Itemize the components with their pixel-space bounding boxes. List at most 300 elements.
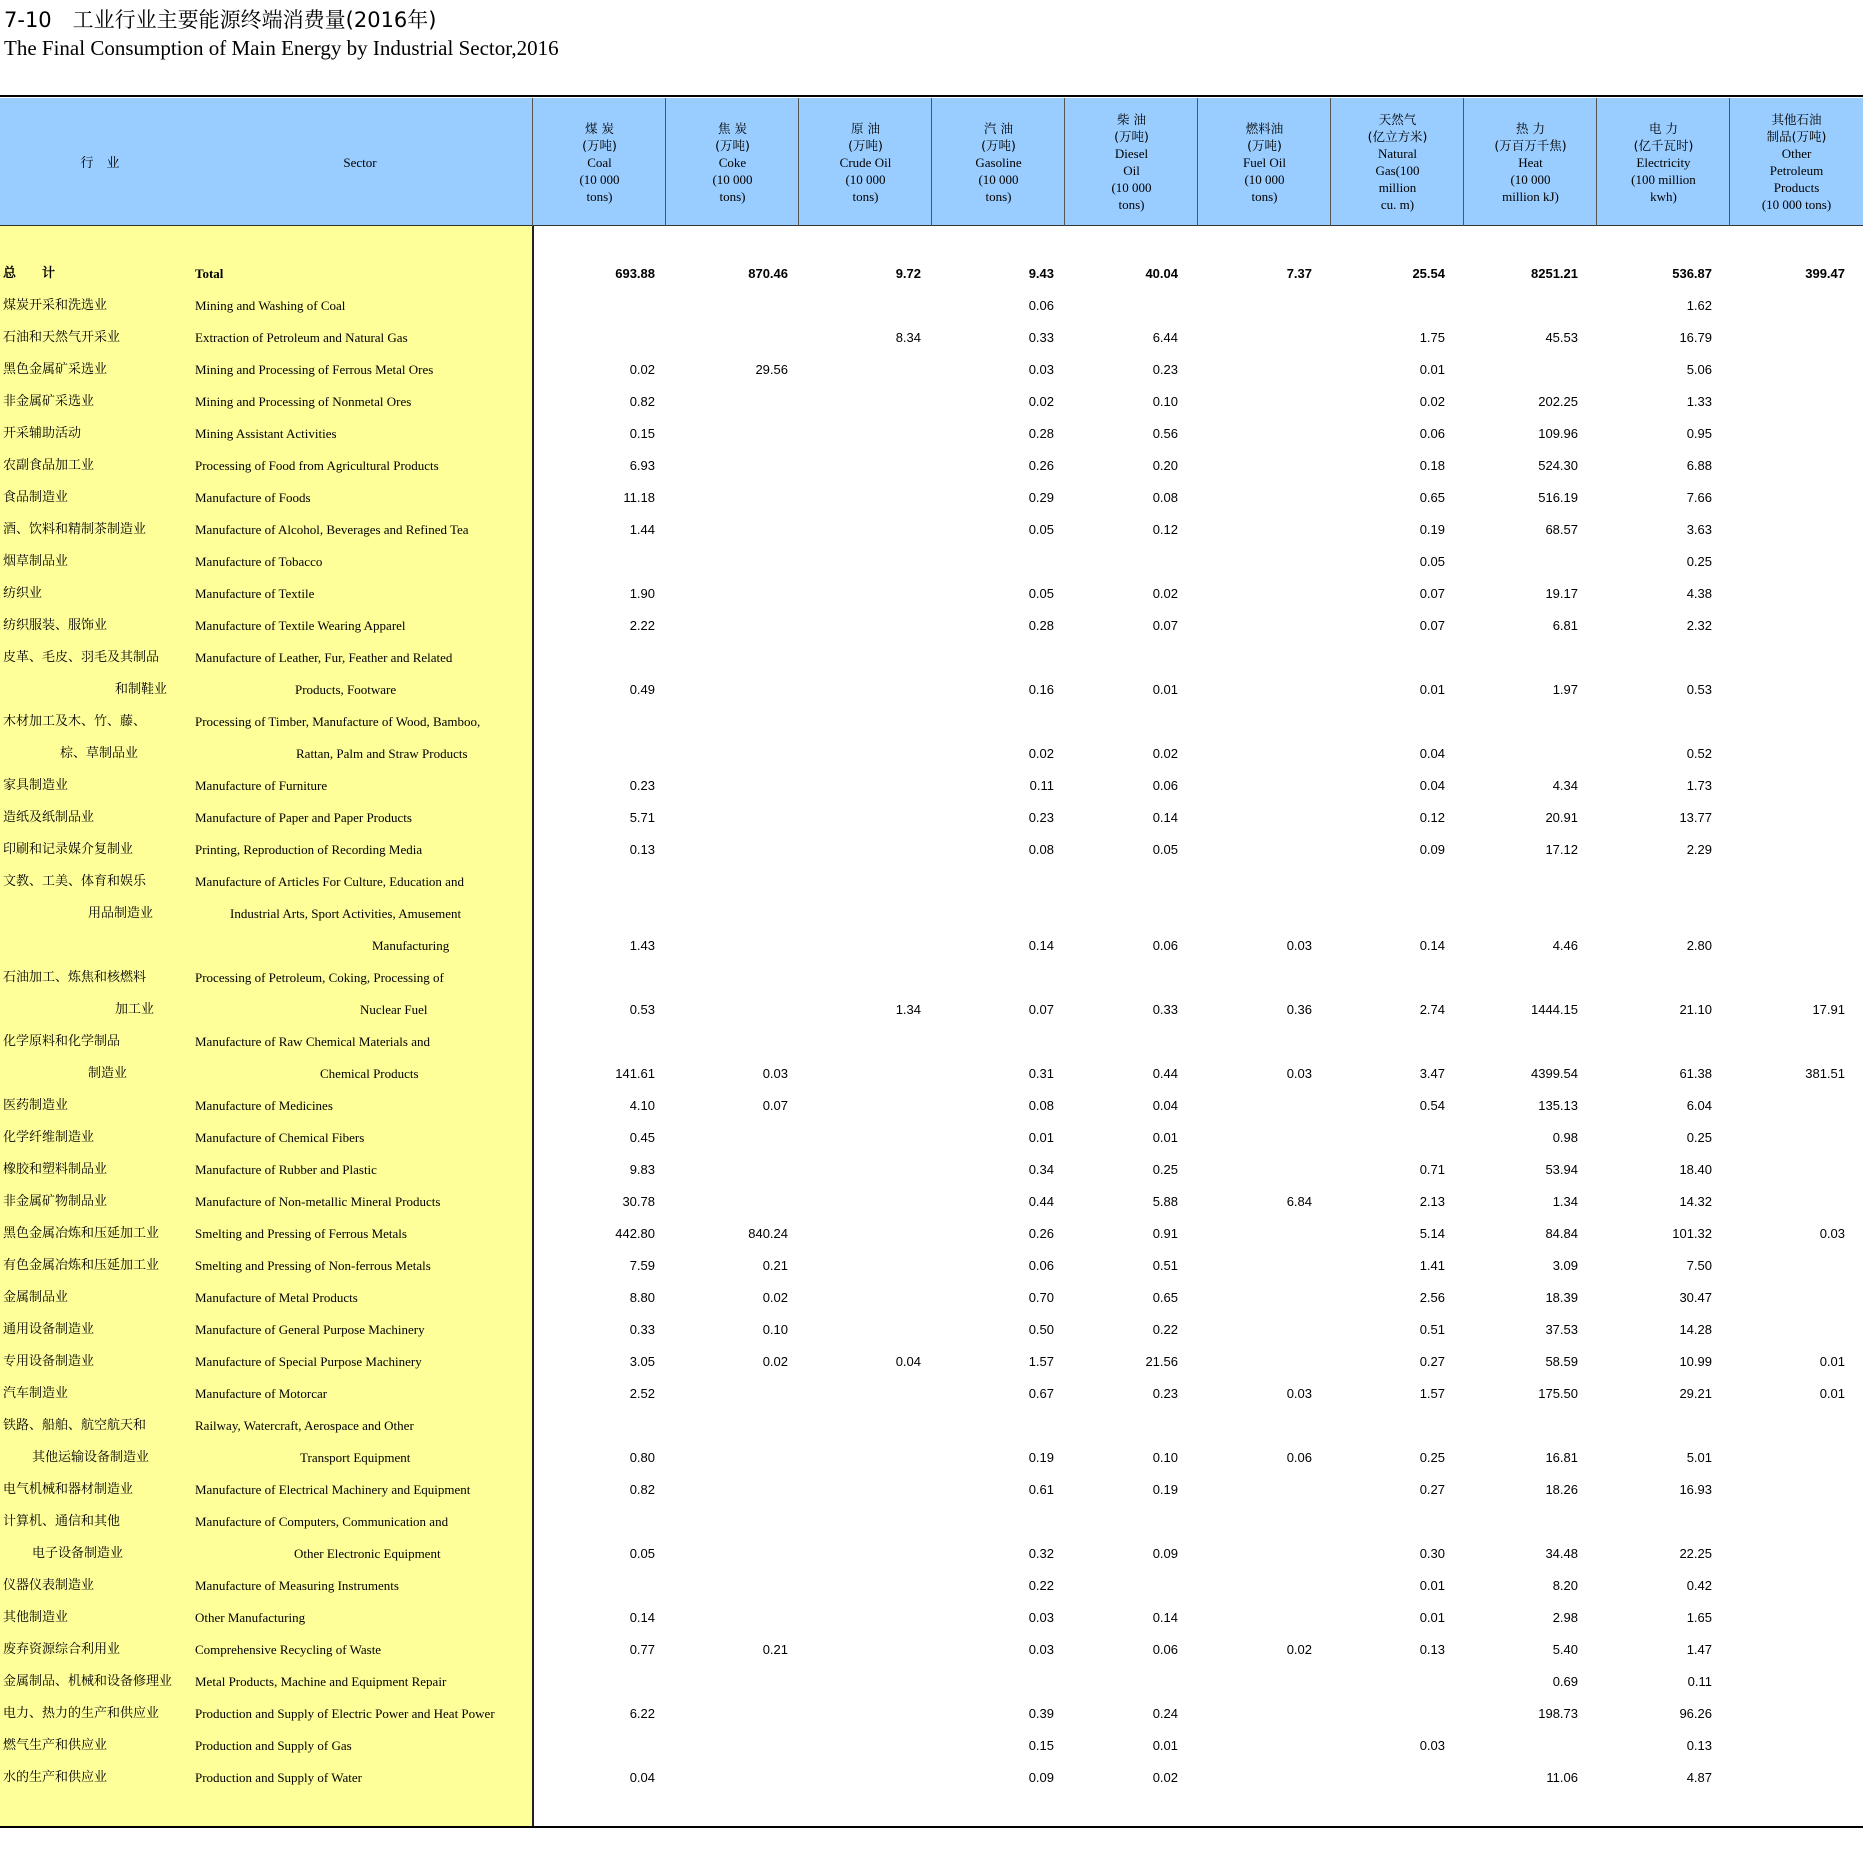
bottom-rule <box>0 1826 1863 1828</box>
sector-name-cn: 制造业 <box>88 1066 128 1081</box>
value-cell: 0.39 <box>1028 1706 1054 1721</box>
header-label: (万吨) <box>1114 129 1149 144</box>
header-label: (10 000 <box>712 171 753 187</box>
value-cell: 4.87 <box>1686 1770 1712 1785</box>
value-cell: 1.57 <box>1028 1354 1054 1369</box>
table-row <box>0 1154 1863 1186</box>
sector-name-cn: 铁路、船舶、航空航天和 <box>3 1418 147 1433</box>
value-cell: 0.04 <box>1419 746 1445 761</box>
header-label: (万吨) <box>1247 137 1282 153</box>
sector-name-cn: 酒、饮料和精制茶制造业 <box>3 522 147 537</box>
sector-name-en: Manufacture of General Purpose Machinery <box>195 1322 425 1337</box>
sector-name-en: Other Manufacturing <box>195 1610 306 1625</box>
sector-name-en: Mining Assistant Activities <box>195 426 337 441</box>
value-cell: 0.23 <box>1152 1386 1178 1401</box>
value-cell: 1.34 <box>1552 1194 1578 1209</box>
table-row <box>0 1218 1863 1250</box>
header-label: Crude Oil <box>839 154 892 170</box>
value-cell: 1.43 <box>629 938 655 953</box>
value-cell: 536.87 <box>1672 266 1712 281</box>
header-label: (10 000 <box>1244 171 1285 187</box>
value-cell: 0.33 <box>1028 330 1054 345</box>
value-cell: 0.02 <box>629 362 655 377</box>
value-cell: 0.06 <box>1152 938 1178 953</box>
value-cell: 0.07 <box>762 1098 788 1113</box>
value-cell: 11.06 <box>1546 1770 1578 1785</box>
value-cell: 58.59 <box>1545 1354 1578 1369</box>
value-cell: 4399.54 <box>1531 1066 1578 1081</box>
table-row <box>0 1506 1863 1538</box>
sector-name-en: Other Electronic Equipment <box>294 1546 441 1561</box>
value-cell: 6.88 <box>1686 458 1712 473</box>
value-cell: 61.38 <box>1679 1066 1712 1081</box>
value-cell: 29.56 <box>755 362 788 377</box>
value-cell: 1.33 <box>1686 394 1712 409</box>
value-cell: 0.01 <box>1419 682 1445 697</box>
table-row <box>0 1442 1863 1474</box>
sector-name-cn: 石油和天然气开采业 <box>3 330 121 345</box>
value-cell: 8.34 <box>895 330 921 345</box>
header-label: 电 力 <box>1649 120 1678 136</box>
value-cell: 1.62 <box>1686 298 1712 313</box>
table-row <box>0 1090 1863 1122</box>
sector-name-cn: 皮革、毛皮、羽毛及其制品 <box>3 650 160 665</box>
value-cell: 4.38 <box>1686 586 1712 601</box>
value-cell: 0.05 <box>1152 842 1178 857</box>
table-row <box>0 770 1863 802</box>
value-cell: 0.21 <box>762 1258 788 1273</box>
sector-name-cn: 加工业 <box>115 1002 155 1017</box>
header-label: (万吨) <box>981 137 1016 153</box>
sector-name-cn: 纺织业 <box>3 586 43 601</box>
value-cell: 7.66 <box>1686 490 1712 505</box>
value-cell: 0.25 <box>1686 1130 1712 1145</box>
sector-name-cn: 黑色金属冶炼和压延加工业 <box>3 1226 160 1241</box>
table-row <box>0 578 1863 610</box>
header-label: (100 million <box>1631 171 1696 187</box>
value-cell: 2.52 <box>629 1386 655 1401</box>
value-cell: 0.01 <box>1419 1610 1445 1625</box>
value-cell: 0.14 <box>1152 1610 1178 1625</box>
sector-name-cn: 橡胶和塑料制品业 <box>3 1162 108 1177</box>
value-cell: 0.54 <box>1419 1098 1445 1113</box>
value-cell: 0.33 <box>1152 1002 1178 1017</box>
value-cell: 0.03 <box>1286 938 1312 953</box>
sector-name-en: Industrial Arts, Sport Activities, Amusement <box>230 906 462 921</box>
value-cell: 0.06 <box>1419 426 1445 441</box>
value-cell: 8.20 <box>1552 1578 1578 1593</box>
value-cell: 0.01 <box>1419 1578 1445 1593</box>
value-cell: 5.71 <box>629 810 655 825</box>
value-cell: 20.91 <box>1545 810 1578 825</box>
value-cell: 6.84 <box>1286 1194 1312 1209</box>
value-cell: 175.50 <box>1538 1386 1578 1401</box>
value-cell: 0.42 <box>1686 1578 1712 1593</box>
sector-name-en: Manufacture of Motorcar <box>195 1386 328 1401</box>
value-cell: 6.44 <box>1152 330 1178 345</box>
value-cell: 381.51 <box>1805 1066 1845 1081</box>
header-label: 天然气 <box>1378 112 1417 127</box>
value-cell: 0.07 <box>1152 618 1178 633</box>
sector-name-cn: 金属制品、机械和设备修理业 <box>3 1674 173 1689</box>
value-cell: 1.47 <box>1686 1642 1712 1657</box>
header-label: 燃料油 <box>1245 120 1284 136</box>
value-cell: 1.65 <box>1686 1610 1712 1625</box>
value-cell: 5.06 <box>1686 362 1712 377</box>
value-cell: 37.53 <box>1545 1322 1578 1337</box>
header-label: Products <box>1773 180 1820 195</box>
value-cell: 0.19 <box>1028 1450 1054 1465</box>
sector-name-en: Smelting and Pressing of Ferrous Metals <box>195 1226 407 1241</box>
header-label: tons) <box>719 188 746 204</box>
table-row <box>0 1474 1863 1506</box>
sector-name-cn: 木材加工及木、竹、藤、 <box>3 714 147 729</box>
value-cell: 0.36 <box>1286 1002 1312 1017</box>
value-cell: 0.61 <box>1028 1482 1054 1497</box>
value-cell: 1.41 <box>1419 1258 1445 1273</box>
sector-name-en: Manufacture of Electrical Machinery and Equipment <box>195 1482 471 1497</box>
value-cell: 840.24 <box>748 1226 788 1241</box>
value-cell: 0.03 <box>1419 1738 1445 1753</box>
sector-name-cn: 非金属矿物制品业 <box>3 1194 108 1209</box>
header-column-2 <box>799 98 932 226</box>
value-cell: 4.34 <box>1552 778 1578 793</box>
table-row <box>0 290 1863 322</box>
sector-name-en: Manufacture of Special Purpose Machinery <box>195 1354 422 1369</box>
value-cell: 16.79 <box>1679 330 1712 345</box>
value-cell: 0.34 <box>1028 1162 1054 1177</box>
value-cell: 0.01 <box>1152 1130 1178 1145</box>
header-label: 焦 炭 <box>718 120 747 136</box>
sector-name-en: Mining and Washing of Coal <box>195 298 346 313</box>
page-title-cn: 7-10 工业行业主要能源终端消费量(2016年) <box>4 8 437 32</box>
value-cell: 2.13 <box>1419 1194 1445 1209</box>
value-cell: 3.05 <box>629 1354 655 1369</box>
value-cell: 0.08 <box>1028 842 1054 857</box>
value-cell: 0.05 <box>629 1546 655 1561</box>
value-cell: 0.09 <box>1028 1770 1054 1785</box>
table-row <box>0 1346 1863 1378</box>
value-cell: 1.90 <box>629 586 655 601</box>
value-cell: 0.33 <box>629 1322 655 1337</box>
header-label: tons) <box>1251 188 1278 204</box>
sector-name-en: Manufacture of Raw Chemical Materials and <box>195 1034 430 1049</box>
value-cell: 442.80 <box>615 1226 655 1241</box>
sector-name-en: Transport Equipment <box>300 1450 411 1465</box>
header-column-5 <box>1198 98 1331 226</box>
header-sector-cn: 行 业 <box>80 154 120 170</box>
sector-name-cn: 电子设备制造业 <box>32 1546 124 1561</box>
value-cell: 45.53 <box>1545 330 1578 345</box>
sector-name-en: Mining and Processing of Nonmetal Ores <box>195 394 412 409</box>
value-cell: 0.06 <box>1028 298 1054 313</box>
value-cell: 2.32 <box>1686 618 1712 633</box>
table-row <box>0 930 1863 962</box>
value-cell: 1.57 <box>1419 1386 1445 1401</box>
value-cell: 18.40 <box>1679 1162 1712 1177</box>
value-cell: 53.94 <box>1545 1162 1578 1177</box>
table-row <box>0 994 1863 1026</box>
value-cell: 0.19 <box>1152 1482 1178 1497</box>
table-row <box>0 1058 1863 1090</box>
header-column-1 <box>666 98 799 226</box>
header-label: (10 000 tons) <box>1761 197 1832 212</box>
table-row <box>0 802 1863 834</box>
value-cell: 0.95 <box>1686 426 1712 441</box>
sector-name-cn: 计算机、通信和其他 <box>3 1514 121 1529</box>
value-cell: 9.72 <box>895 266 921 281</box>
sector-name-cn: 汽车制造业 <box>3 1386 69 1401</box>
value-cell: 0.50 <box>1028 1322 1054 1337</box>
value-cell: 0.06 <box>1152 1642 1178 1657</box>
value-cell: 2.74 <box>1419 1002 1445 1017</box>
sector-name-en: Manufacture of Paper and Paper Products <box>195 810 412 825</box>
sector-name-cn: 造纸及纸制品业 <box>3 810 95 825</box>
value-cell: 0.52 <box>1686 746 1712 761</box>
value-cell: 2.98 <box>1552 1610 1578 1625</box>
header-label: (10 000 <box>845 171 886 187</box>
sector-name-cn: 燃气生产和供应业 <box>3 1738 108 1753</box>
value-cell: 0.24 <box>1152 1706 1178 1721</box>
header-label: 其他石油 <box>1771 112 1822 127</box>
sector-name-en: Production and Supply of Electric Power and Heat Power <box>195 1706 495 1721</box>
value-cell: 870.46 <box>748 266 788 281</box>
sector-name-cn: 水的生产和供应业 <box>3 1770 108 1785</box>
sector-name-en: Smelting and Pressing of Non-ferrous Metals <box>195 1258 431 1273</box>
value-cell: 0.65 <box>1152 1290 1178 1305</box>
value-cell: 516.19 <box>1538 490 1578 505</box>
table-row <box>0 450 1863 482</box>
header-label: tons) <box>586 188 613 204</box>
value-cell: 0.10 <box>1152 1450 1178 1465</box>
header-column-7 <box>1464 98 1597 226</box>
sector-name-cn: 用品制造业 <box>88 906 154 921</box>
table-row <box>0 898 1863 930</box>
page-title-en: The Final Consumption of Main Energy by Industrial Sector,2016 <box>4 36 559 60</box>
header-label: Fuel Oil <box>1243 154 1286 170</box>
header-label: (万吨) <box>848 137 883 153</box>
value-cell: 0.10 <box>762 1322 788 1337</box>
value-cell: 0.11 <box>1029 778 1054 793</box>
sector-name-cn: 电力、热力的生产和供应业 <box>3 1706 160 1721</box>
value-cell: 0.82 <box>629 1482 655 1497</box>
value-cell: 16.93 <box>1679 1482 1712 1497</box>
header-label: Heat <box>1518 154 1543 170</box>
sector-name-en: Manufacture of Metal Products <box>195 1290 358 1305</box>
sector-name-cn: 和制鞋业 <box>115 682 168 697</box>
sector-name-cn: 文教、工美、体育和娱乐 <box>3 874 147 889</box>
sector-name-cn: 煤炭开采和洗选业 <box>3 298 108 313</box>
value-cell: 0.14 <box>629 1610 655 1625</box>
value-cell: 22.25 <box>1679 1546 1712 1561</box>
value-cell: 6.81 <box>1552 618 1578 633</box>
table-row <box>0 354 1863 386</box>
sector-name-en: Manufacture of Leather, Fur, Feather and Related <box>195 650 453 665</box>
value-cell: 0.12 <box>1152 522 1178 537</box>
header-column-6 <box>1331 98 1464 226</box>
header-column-0 <box>533 98 666 226</box>
value-cell: 0.13 <box>629 842 655 857</box>
value-cell: 399.47 <box>1805 266 1845 281</box>
sector-name-en: Chemical Products <box>320 1066 419 1081</box>
value-cell: 0.18 <box>1419 458 1445 473</box>
value-cell: 0.71 <box>1419 1162 1445 1177</box>
value-cell: 4.10 <box>629 1098 655 1113</box>
value-cell: 0.98 <box>1552 1130 1578 1145</box>
table-row <box>0 1282 1863 1314</box>
sector-name-en: Printing, Reproduction of Recording Media <box>195 842 423 857</box>
sector-name-en: Processing of Timber, Manufacture of Wood, Bamboo, <box>195 714 481 729</box>
header-label: 柴 油 <box>1117 112 1146 127</box>
value-cell: 0.23 <box>1028 810 1054 825</box>
value-cell: 0.02 <box>1152 1770 1178 1785</box>
value-cell: 34.48 <box>1545 1546 1578 1561</box>
table-row <box>0 1410 1863 1442</box>
header-column-8 <box>1597 98 1730 226</box>
value-cell: 202.25 <box>1538 394 1578 409</box>
value-cell: 68.57 <box>1545 522 1578 537</box>
header-label: 制品(万吨) <box>1766 129 1827 144</box>
value-cell: 0.27 <box>1419 1354 1445 1369</box>
table-row <box>0 1602 1863 1634</box>
header-label: cu. m) <box>1380 197 1415 212</box>
value-cell: 0.12 <box>1419 810 1445 825</box>
sector-name-cn: 纺织服装、服饰业 <box>3 618 108 633</box>
sector-name-cn: 其他运输设备制造业 <box>32 1450 150 1465</box>
value-cell: 1444.15 <box>1531 1002 1578 1017</box>
header-label: (10 000 <box>579 171 620 187</box>
table-row <box>0 1378 1863 1410</box>
sector-name-cn: 开采辅助活动 <box>3 426 82 441</box>
value-cell: 8.80 <box>629 1290 655 1305</box>
sector-name-en: Mining and Processing of Ferrous Metal Ores <box>195 362 434 377</box>
value-cell: 0.02 <box>762 1290 788 1305</box>
value-cell: 0.20 <box>1152 458 1178 473</box>
value-cell: 0.23 <box>629 778 655 793</box>
value-cell: 13.77 <box>1679 810 1712 825</box>
table-row <box>0 1186 1863 1218</box>
sector-name-cn: 仪器仪表制造业 <box>3 1578 95 1593</box>
header-label: (10 000 <box>1111 180 1152 195</box>
value-cell: 0.49 <box>629 682 655 697</box>
value-cell: 16.81 <box>1545 1450 1578 1465</box>
value-cell: 0.53 <box>1686 682 1712 697</box>
value-cell: 0.31 <box>1028 1066 1054 1081</box>
value-cell: 0.28 <box>1028 618 1054 633</box>
value-cell: 96.26 <box>1679 1706 1712 1721</box>
value-cell: 0.14 <box>1028 938 1054 953</box>
value-cell: 198.73 <box>1538 1706 1578 1721</box>
value-cell: 0.27 <box>1419 1482 1445 1497</box>
value-cell: 17.12 <box>1545 842 1578 857</box>
table-row <box>0 1698 1863 1730</box>
value-cell: 0.01 <box>1152 682 1178 697</box>
sector-name-en: Manufacturing <box>372 938 450 953</box>
sector-name-cn: 化学原料和化学制品 <box>3 1034 121 1049</box>
value-cell: 0.14 <box>1419 938 1445 953</box>
value-cell: 0.06 <box>1152 778 1178 793</box>
sector-name-cn: 食品制造业 <box>3 490 69 505</box>
value-cell: 7.50 <box>1686 1258 1712 1273</box>
header-label: 汽 油 <box>984 120 1013 136</box>
header-label: (万吨) <box>582 137 617 153</box>
value-cell: 21.10 <box>1679 1002 1712 1017</box>
value-cell: 3.63 <box>1686 522 1712 537</box>
value-cell: 0.14 <box>1152 810 1178 825</box>
value-cell: 40.04 <box>1145 266 1178 281</box>
value-cell: 0.25 <box>1419 1450 1445 1465</box>
sector-name-en: Manufacture of Non-metallic Mineral Products <box>195 1194 441 1209</box>
value-cell: 30.47 <box>1679 1290 1712 1305</box>
value-cell: 19.17 <box>1545 586 1578 601</box>
value-cell: 0.67 <box>1028 1386 1054 1401</box>
value-cell: 0.01 <box>1819 1386 1845 1401</box>
value-cell: 0.29 <box>1028 490 1054 505</box>
table-row <box>0 674 1863 706</box>
header-label: (万吨) <box>715 137 750 153</box>
table-row <box>0 738 1863 770</box>
value-cell: 0.05 <box>1028 522 1054 537</box>
table-row <box>0 1570 1863 1602</box>
value-cell: 25.54 <box>1412 266 1445 281</box>
sector-name-en: Production and Supply of Water <box>195 1770 362 1785</box>
value-cell: 0.04 <box>629 1770 655 1785</box>
sector-name-en: Manufacture of Furniture <box>195 778 328 793</box>
header-sector-en: Sector <box>343 154 377 170</box>
value-cell: 0.51 <box>1419 1322 1445 1337</box>
header-column-3 <box>932 98 1065 226</box>
value-cell: 21.56 <box>1145 1354 1178 1369</box>
table-row <box>0 386 1863 418</box>
value-cell: 0.53 <box>629 1002 655 1017</box>
value-cell: 0.69 <box>1552 1674 1578 1689</box>
sector-name-cn: 医药制造业 <box>3 1098 69 1113</box>
table-row <box>0 642 1863 674</box>
value-cell: 0.05 <box>1419 554 1445 569</box>
header-label: 热 力 <box>1516 120 1545 136</box>
value-cell: 0.03 <box>1286 1386 1312 1401</box>
table-row <box>0 514 1863 546</box>
value-cell: 0.04 <box>1419 778 1445 793</box>
sector-name-cn: 总 计 <box>3 266 56 281</box>
value-cell: 14.28 <box>1679 1322 1712 1337</box>
value-cell: 6.22 <box>629 1706 655 1721</box>
value-cell: 0.56 <box>1152 426 1178 441</box>
value-cell: 0.03 <box>1819 1226 1845 1241</box>
sector-name-cn: 非金属矿采选业 <box>3 394 95 409</box>
value-cell: 0.70 <box>1028 1290 1054 1305</box>
value-cell: 0.01 <box>1419 362 1445 377</box>
sector-name-en: Processing of Food from Agricultural Products <box>195 458 439 473</box>
value-cell: 0.02 <box>1028 394 1054 409</box>
sector-name-en: Manufacture of Chemical Fibers <box>195 1130 365 1145</box>
header-label: (10 000 <box>978 171 1019 187</box>
table-row <box>0 1026 1863 1058</box>
sector-name-cn: 烟草制品业 <box>3 554 69 569</box>
header-label: tons) <box>852 188 879 204</box>
value-cell: 0.25 <box>1686 554 1712 569</box>
value-cell: 0.32 <box>1028 1546 1054 1561</box>
value-cell: 0.07 <box>1419 586 1445 601</box>
value-cell: 0.02 <box>1152 746 1178 761</box>
table-row <box>0 1666 1863 1698</box>
value-cell: 0.06 <box>1286 1450 1312 1465</box>
value-cell: 0.15 <box>629 426 655 441</box>
value-cell: 0.13 <box>1686 1738 1712 1753</box>
value-cell: 0.15 <box>1028 1738 1054 1753</box>
value-cell: 11.18 <box>623 490 655 505</box>
value-cell: 0.03 <box>762 1066 788 1081</box>
